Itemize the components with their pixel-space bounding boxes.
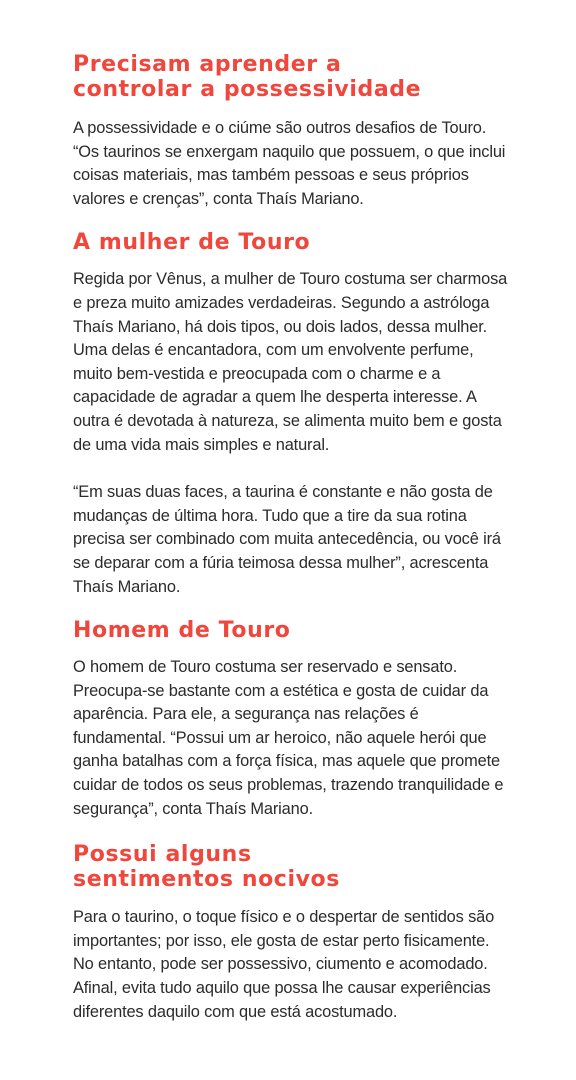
section-paragraph: “Em suas duas faces, a taurina é constante e não gosta de mudanças de última hora. Tudo que a tire da sua rotina precisa ser combinado com muita antecedência, ou você irá se deparar com a fúria teimosa dessa mulher”, acrescenta Thaís Mariano. [73,483,501,596]
section-heading: A mulher de Touro [73,230,311,256]
section-paragraph: Regida por Vênus, a mulher de Touro costuma ser charmosa e preza muito amizades verdadeiras. Segundo a astróloga Thaís Mariano, há dois tipos, ou dois lados, dessa mulher. Uma delas é encantadora, com um envolvente perfume, muito bem-vestida e preocupada com o charme e a capacidade de agradar a quem lhe desperta interesse. A outra é devotada à natureza, se alimenta muito bem e gosta de uma vida mais simples e natural. [73,270,508,454]
article-body [73,52,513,1024]
section-paragraph: A possessividade e o ciúme são outros desafios de Touro. “Os taurinos se enxergam naquilo que possuem, o que inclui coisas materiais, mas também pessoas e seus próprios valores e crenças”, conta Thaís Mariano. [73,119,506,208]
section-paragraph: O homem de Touro costuma ser reservado e sensato. Preocupa-se bastante com a estética e gosta de cuidar da aparência. Para ele, a segurança nas relações é fundamental. “Possui um ar heroico, não aquele herói que ganha batalhas com a força física, mas aquele que promete cuidar de todos os seus problemas, trazendo tranquilidade e segurança”, conta Thaís Mariano. [73,658,504,818]
section-sentimentos-nocivos [73,842,513,1024]
section-heading: Possui alguns sentimentos nocivos [73,842,340,893]
section-heading: Homem de Touro [73,618,291,644]
section-paragraph: Para o taurino, o toque físico e o despertar de sentidos são importantes; por isso, ele gosta de estar perto fisicamente. No entanto, pode ser possessivo, ciumento e acomodado. Afinal, evita tudo aquilo que possa lhe causar experiências diferentes daquilo com que está acostumado. [73,908,495,1021]
section-possessividade [73,52,513,211]
section-mulher-de-touro [73,230,513,599]
section-homem-de-touro [73,618,513,821]
section-heading: Precisam aprender a controlar a possessividade [73,52,422,102]
